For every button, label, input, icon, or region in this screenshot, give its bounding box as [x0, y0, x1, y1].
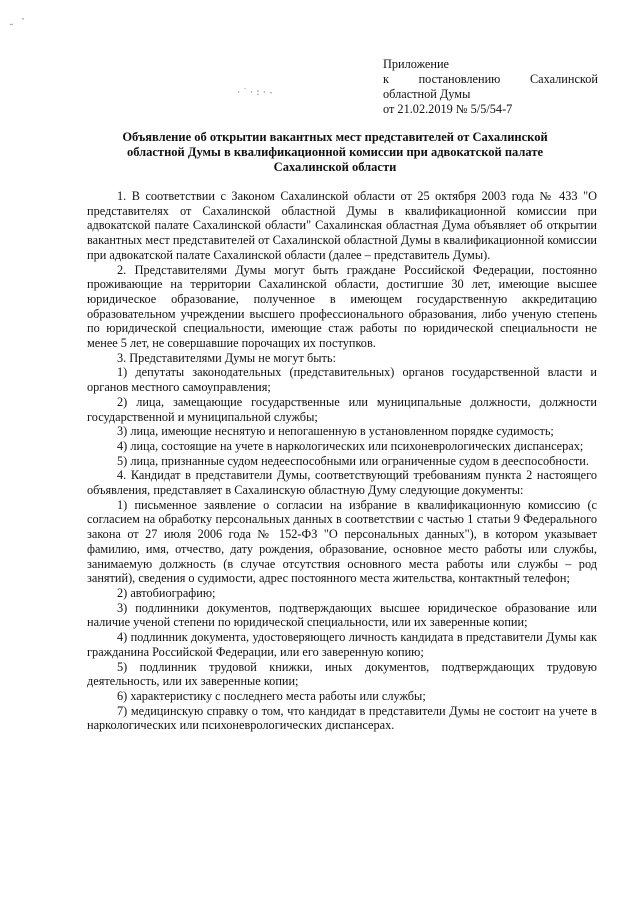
list-item: 5) подлинник трудовой книжки, иных документов, подтверждающих трудовую деятельность, или их заверенные копии; [87, 659, 597, 689]
paragraph: 4. Кандидат в представители Думы, соответствующий требованиям пункта 2 настоящего объявления, представляет в Сахалинскую областную Думу следующие документы: [87, 468, 597, 498]
paragraph: 3. Представителями Думы не могут быть: [117, 350, 336, 365]
list-item: 3) лица, имеющие неснятую и непогашенную в установленном порядке судимость; [117, 424, 554, 439]
paragraph: 2. Представителями Думы могут быть граждане Российской Федерации, постоянно проживающие на территории Сахалинской области, достигшие 30 лет, имеющие высшее юридическое образование, полученное в имеющем государственную аккредитацию образовательном учреждении высшего профессионального образования, либо ученую степень по юридической специальности, имеющие стаж работы по юридической специальности не менее 5 лет, не совершавшие порочащих их поступков. [87, 262, 597, 351]
list-item: 2) автобиографию; [117, 585, 216, 600]
list-item: 6) характеристику с последнего места работы или службы; [117, 688, 426, 703]
document-body [87, 189, 597, 733]
list-item: 7) медицинскую справку о том, что кандидат в представители Думы не состоит на учете в наркологических или психоневрологических диспансерах. [87, 703, 597, 733]
list-item: 1) письменное заявление о согласии на избрание в квалификационную комиссию (с согласием на обработку персональных данных в соответствии с частью 1 статьи 9 Федерального закона от 27 июля 2006 года № 152-ФЗ "О персональных данных"), в котором указывает фамилию, имя, отчество, дату рождения, образование, основное место работы или службы, занимаемую должность (в случае отсутствия основного места работы или службы – род занятий), сведения о судимости, адрес постоянного места жительства, контактный телефон; [87, 497, 597, 586]
appendix-line: к постановлению Сахалинской [383, 72, 598, 86]
list-item: 2) лица, замещающие государственные или муниципальные должности, должности государственной и муниципальной службы; [87, 394, 597, 424]
scan-artifact: ˘ [8, 22, 15, 35]
list-item: 5) лица, признанные судом недееспособными или ограниченные судом в дееспособности. [117, 453, 589, 468]
list-item: 4) лица, состоящие на учете в наркологических или психоневрологических диспансерах; [117, 438, 584, 453]
appendix-line: областной Думы [383, 87, 471, 101]
list-item: 4) подлинник документа, удостоверяющего личность кандидата в представители Думы как гражданина Российской Федерации, или его заверенную копию; [87, 630, 597, 659]
scan-artifact: · [20, 14, 27, 25]
scan-artifact: ·˙·:·‐ [236, 88, 275, 98]
paragraph: 1. В соответствии с Законом Сахалинской области от 25 октября 2003 года № 433 "О представителях от Сахалинской областной Думы в квалификационной комиссии при адвокатской палате Сахалинской области" Сахалинская областная Дума объявляет об открытии вакантных мест представителей от Сахалинской областной Думы в квалификационной комиссии при адвокатской палате Сахалинской области (далее – представитель Думы). [87, 189, 597, 262]
list-item: 3) подлинники документов, подтверждающих высшее юридическое образование или наличие ученой степени по юридической специальности, или их заверенные копии; [87, 600, 597, 630]
document-title: Объявление об открытии вакантных мест представителей от Сахалинской областной Думы в квалификационной комиссии при адвокатской палате Сахалинской области [122, 130, 548, 174]
list-item: 1) депутаты законодательных (представительных) органов государственной власти и органов местного самоуправления; [87, 365, 597, 395]
appendix-line: Приложение [383, 57, 449, 71]
appendix-block [383, 57, 598, 117]
appendix-line: от 21.02.2019 № 5/5/54-7 [383, 102, 513, 116]
